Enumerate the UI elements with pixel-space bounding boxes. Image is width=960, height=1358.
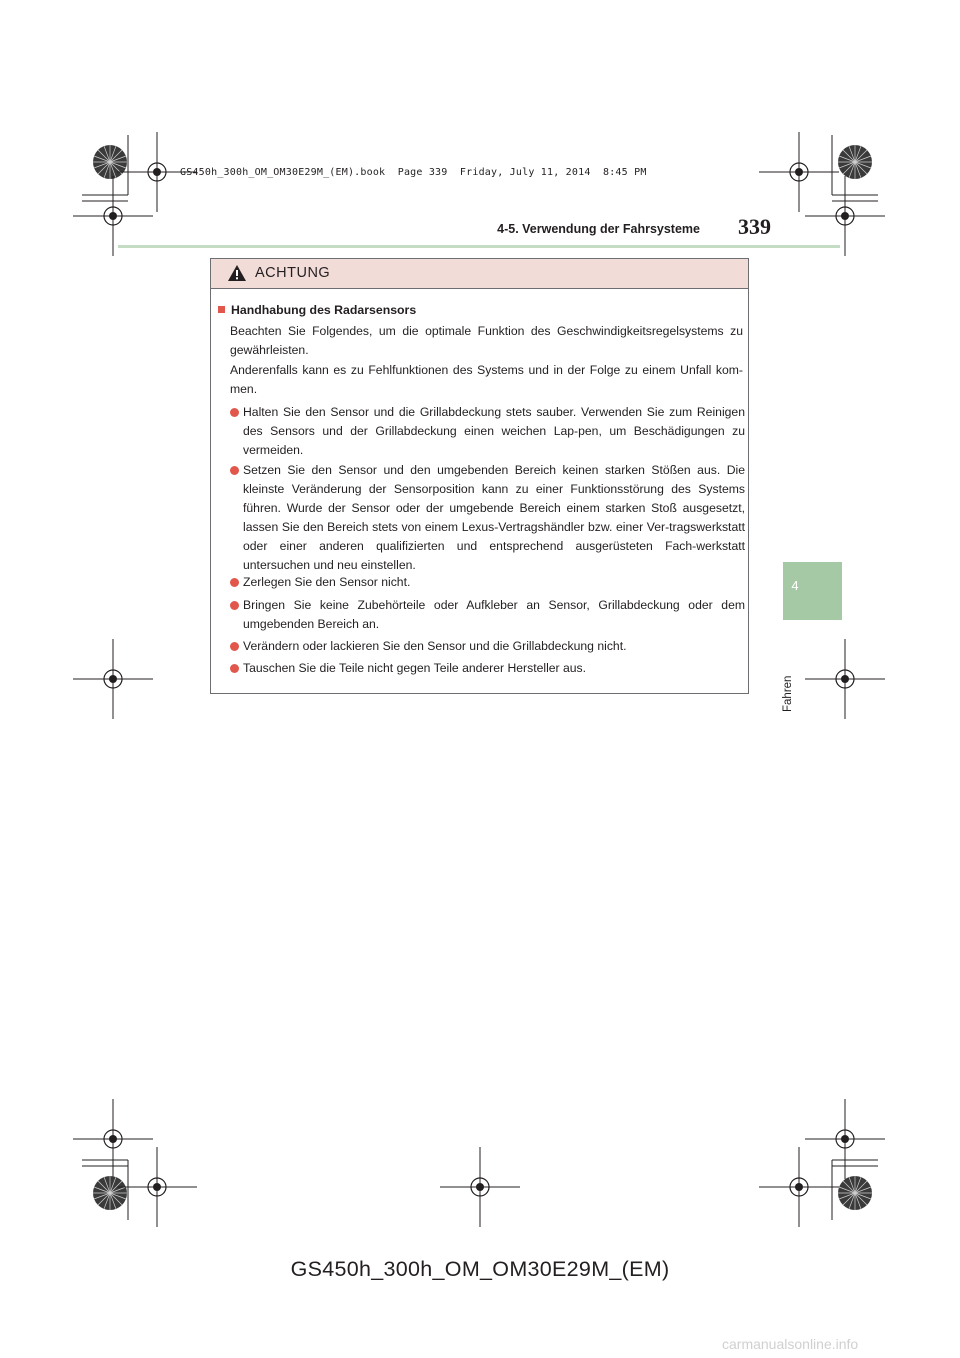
crosshair-mark	[73, 639, 153, 719]
warning-triangle-icon	[228, 265, 246, 281]
bullet-dot-icon	[230, 408, 239, 417]
section-heading-text: Handhabung des Radarsensors	[231, 303, 417, 317]
paragraph: Beachten Sie Folgendes, um die optimale Funktion des Geschwindigkeitsregelsystems zu gewährleisten.	[230, 324, 743, 357]
header-rule	[118, 245, 840, 248]
list-item-text: Zerlegen Sie den Sensor nicht.	[243, 575, 411, 589]
running-header-section-title: 4-5. Verwendung der Fahrsysteme	[497, 222, 700, 236]
chapter-number: 4	[791, 578, 799, 593]
footer-document-code: GS450h_300h_OM_OM30E29M_(EM)	[290, 1257, 670, 1281]
crosshair-mark	[805, 1099, 885, 1179]
list-item	[230, 596, 745, 634]
bullet-dot-icon	[230, 642, 239, 651]
warning-header	[211, 259, 748, 289]
list-item-text: Halten Sie den Sensor und die Grillabdeckung stets sauber. Verwenden Sie zum Reinigen des Sensors und der Grillabdeckung einen weichen Lap-pen, um Beschädigungen zu vermeiden.	[243, 405, 745, 457]
square-bullet-icon	[218, 306, 225, 313]
crosshair-mark	[759, 1147, 839, 1227]
paragraph: Anderenfalls kann es zu Fehlfunktionen des Systems und in der Folge zu einem Unfall kom-men.	[230, 363, 743, 396]
list-item-text: Setzen Sie den Sensor und den umgebenden Bereich keinen starken Stößen aus. Die kleinste Veränderung der Sensorposition kann zu einer Funktionsstörung des Systems führen. Wurde der Sensor oder der umgebende Bereich einem starken Stoß ausgesetzt, lassen Sie den Bereich stets von einem Lexus-Vertragshändler bzw. einer Ver-tragswerkstatt oder einer anderen qualifizierten und entsprechend ausgerüsteten Fach-werkstatt untersuchen und neu einstellen.	[243, 463, 745, 572]
warning-box	[210, 258, 749, 694]
list-item-text: Tauschen Sie die Teile nicht gegen Teile anderer Hersteller aus.	[243, 661, 587, 675]
list-item	[230, 403, 745, 460]
list-item-text: Bringen Sie keine Zubehörteile oder Aufkleber an Sensor, Grillabdeckung oder dem umgebenden Bereich an.	[243, 598, 745, 631]
starburst-mark-top-left	[93, 145, 127, 179]
starburst-mark-bottom-right	[838, 1176, 872, 1210]
list-item	[230, 637, 745, 656]
bullet-dot-icon	[230, 664, 239, 673]
section-heading	[218, 301, 416, 320]
chapter-label: Fahren	[782, 675, 794, 712]
crosshair-mark	[805, 639, 885, 719]
crosshair-mark	[440, 1147, 520, 1227]
bullet-dot-icon	[230, 601, 239, 610]
crosshair-mark	[73, 176, 153, 256]
crosshair-mark	[759, 132, 839, 212]
starburst-mark-top-right	[838, 145, 872, 179]
watermark: carmanualsonline.info	[722, 1336, 859, 1352]
list-item	[230, 573, 745, 592]
warning-title: ACHTUNG	[255, 265, 331, 281]
crosshair-mark	[73, 1099, 153, 1179]
list-item-text: Verändern oder lackieren Sie den Sensor und die Grillabdeckung nicht.	[243, 639, 627, 653]
bullet-dot-icon	[230, 578, 239, 587]
starburst-mark-bottom-left	[93, 1176, 127, 1210]
bullet-dot-icon	[230, 466, 239, 475]
list-item	[230, 461, 745, 575]
list-item	[230, 659, 745, 678]
crosshair-mark	[805, 176, 885, 256]
page-number: 339	[738, 214, 771, 239]
book-info-line: GS450h_300h_OM_OM30E29M_(EM).book Page 339 Friday, July 11, 2014 8:45 PM	[180, 167, 647, 178]
crosshair-mark	[117, 1147, 197, 1227]
